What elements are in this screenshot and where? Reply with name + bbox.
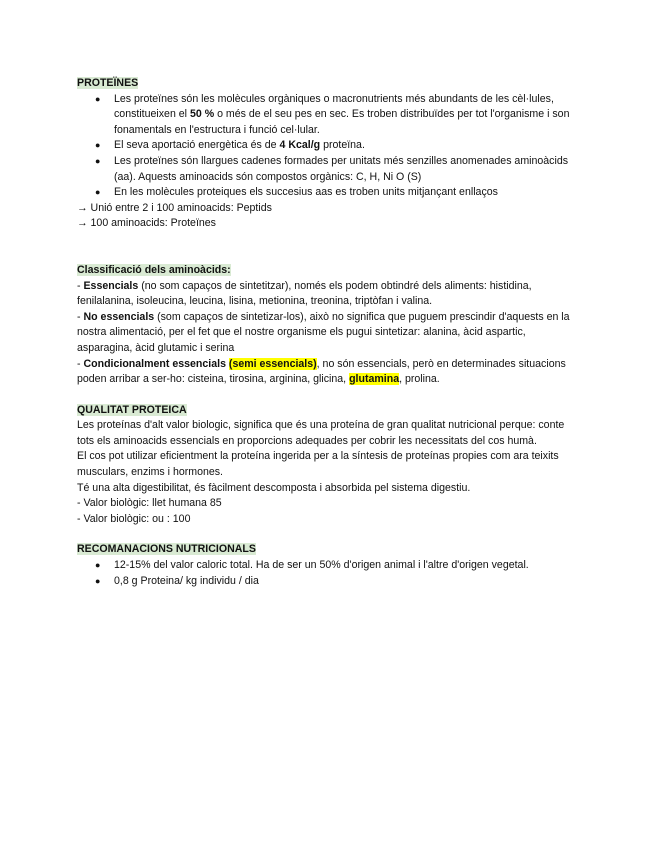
qualitat-paragraph: Les proteínas d'alt valor biologic, significa que és una proteína de gran qualitat nutricional perque: conte tots els aminoacids essencials en proporcions adequades per cobrir les necessitats del cos humà.: [77, 419, 565, 447]
qualitat-paragraph: El cos pot utilizar eficientment la proteína ingerida per a la síntesis de proteínas propies com ara teixits musculars, enzims i hormones.: [77, 450, 559, 479]
bullet-item: ● Les proteïnes són les molècules orgàniques o macronutrients més abundants de les cèl·lules, constitueixen el 50 % o més de el seu pes en sec. Es troben distribuïdes per tot l'organisme i son fonamentals en l'estructura i funció cel·lular.: [77, 92, 577, 139]
bullet-item: ● Les proteïnes són llargues cadenes formades per unitats més senzilles anomenades aminoàcids (aa). Aquests aminoacids són compostos orgànics: C, H, Ni O (S): [77, 154, 577, 185]
highlight-semi-essencials: (semi essencials): [228, 357, 317, 370]
section-title-proteines: PROTEÏNES: [77, 77, 139, 89]
qualitat-paragraph: - Valor biològic: llet humana 85: [77, 497, 222, 510]
bullet-item: ● 0,8 g Proteina/ kg individu / dia: [77, 574, 577, 590]
condicionalment-paragraph: - Condicionalment essencials (semi essencials), no són essencials, però en determinades situacions poden arribar a ser-ho: cisteina, tirosina, arginina, glicina, glutamina, prolina.: [77, 357, 566, 386]
section-title-classificacio: Classificació dels aminoàcids:: [77, 263, 231, 276]
arrow-line: → Unió entre 2 i 100 aminoacids: Peptids: [77, 201, 272, 214]
recomanacions-bullets: [77, 558, 577, 589]
qualitat-paragraph: - Valor biològic: ou : 100: [77, 512, 191, 525]
section-title-recomanacions: RECOMANACIONS NUTRICIONALS: [77, 543, 256, 556]
bullet-item: ● 12-15% del valor caloric total. Ha de ser un 50% d'origen animal i l'altre d'origen vegetal.: [77, 558, 577, 574]
bullet-item: ● El seva aportació energètica és de 4 Kcal/g proteïna.: [77, 138, 577, 154]
no-essencials-paragraph: - No essencials (som capaços de sintetizar-los), això no significa que puguem prescindir d'aquests en la nostra alimentació, per el fet que el nostre organisme els pugui sintetizar: alanina, àcid aspartic, asparagina, àcid glutamic i serina: [77, 310, 570, 354]
highlight-glutamina: glutamina: [349, 373, 400, 386]
document-content: [77, 76, 577, 589]
qualitat-paragraph: Té una alta digestibilitat, és fàcilment descomposta i absorbida pel sistema digestiu.: [77, 481, 471, 494]
bullet-item: ● En les molècules proteiques els succesius aas es troben units mitjançant enllaços: [77, 185, 577, 201]
arrow-line: → 100 aminoacids: Proteïnes: [77, 217, 216, 230]
section-title-qualitat: QUALITAT PROTEICA: [77, 403, 187, 416]
essencials-paragraph: - Essencials (no som capaços de sintetitzar), només els podem obtindré dels aliments: histidina, fenilalanina, isoleucina, leucina, lisina, metionina, treonina, triptòfan i valina.: [77, 279, 532, 308]
proteines-bullets: [77, 92, 577, 201]
